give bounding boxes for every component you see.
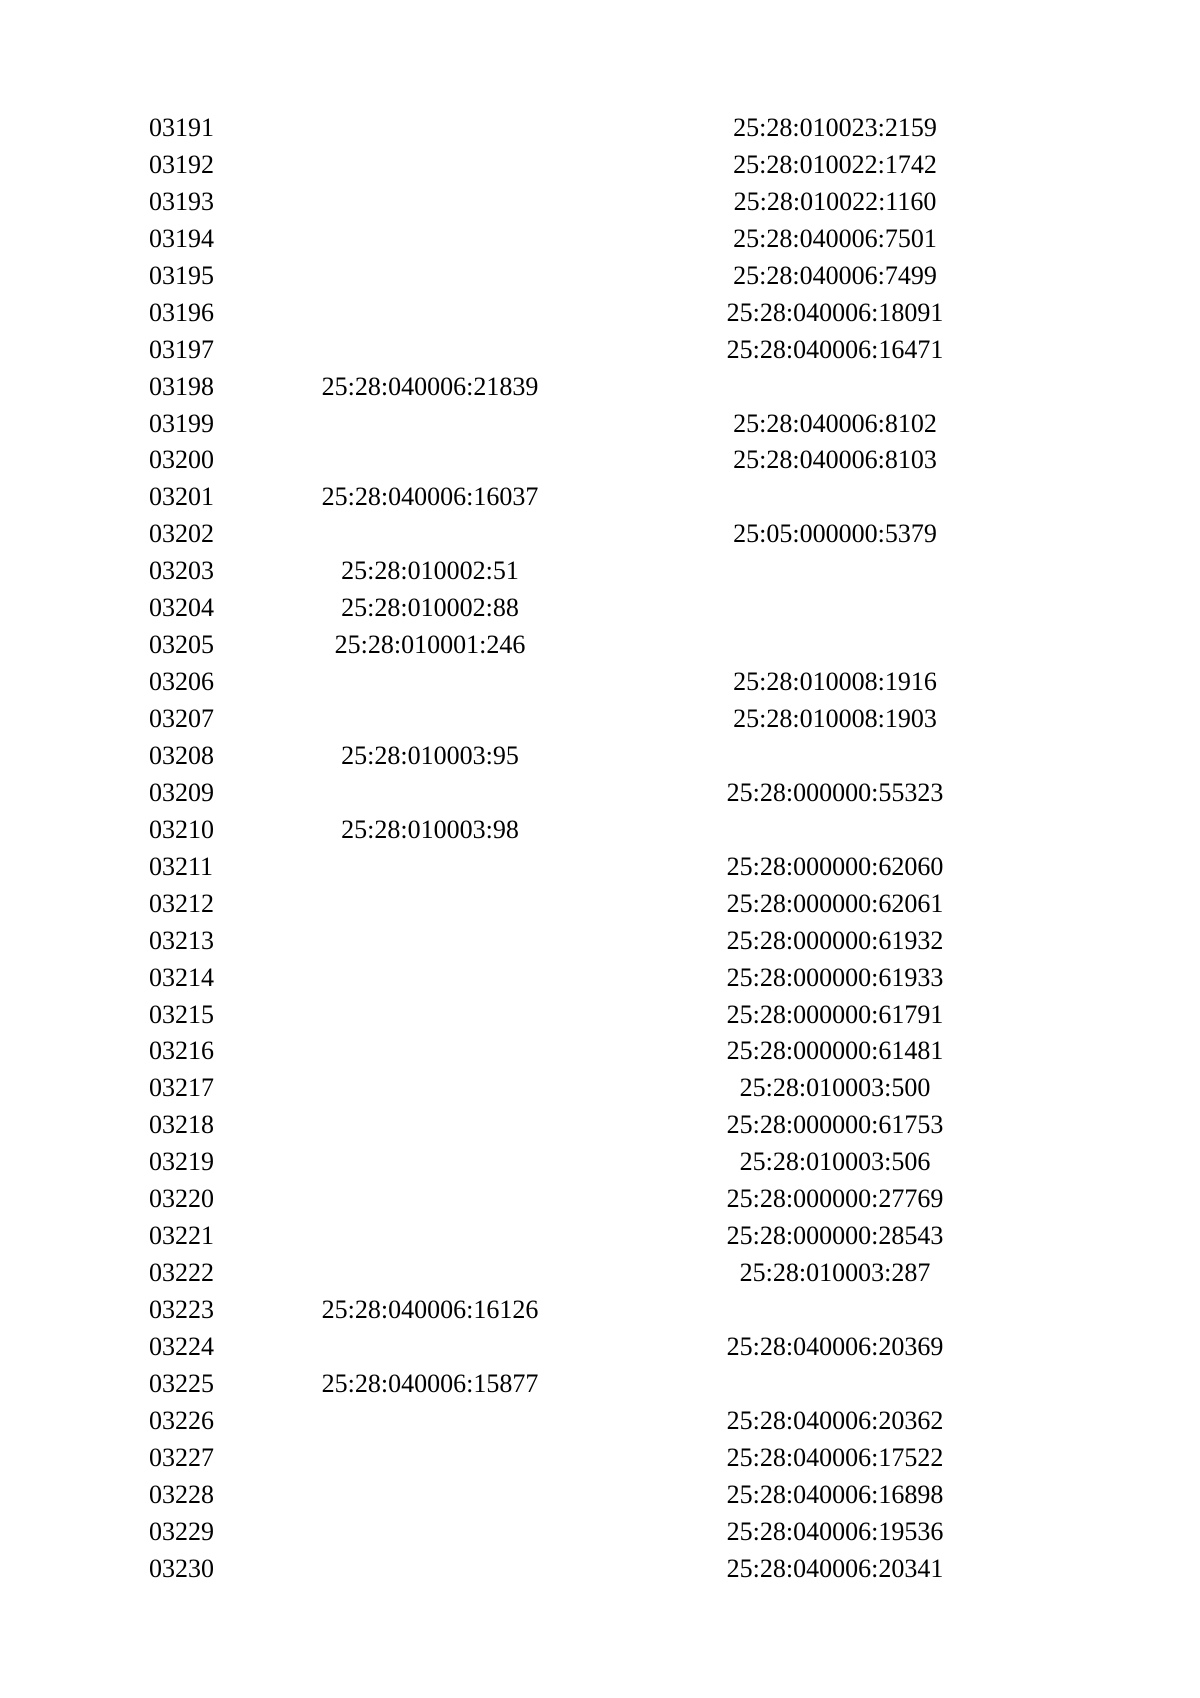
table-row [0,1440,1200,1477]
row-number: 03203 [149,556,214,586]
cadastral-number-left: 25:28:010002:88 [341,593,519,623]
table-row [0,553,1200,590]
row-number: 03222 [149,1258,214,1288]
row-number: 03200 [149,445,214,475]
row-number: 03220 [149,1184,214,1214]
table-row [0,664,1200,701]
table-row [0,1070,1200,1107]
cadastral-number-right: 25:05:000000:5379 [733,519,937,549]
row-number: 03218 [149,1110,214,1140]
table-row [0,1477,1200,1514]
cadastral-number-right: 25:28:040006:7501 [733,223,937,253]
table-row [0,1403,1200,1440]
row-number: 03198 [149,371,214,401]
table-row [0,812,1200,849]
cadastral-number-left: 25:28:040006:15877 [321,1368,539,1398]
cadastral-number-right: 25:28:000000:61933 [726,962,944,992]
table-row [0,1107,1200,1144]
table-row [0,221,1200,258]
row-number: 03225 [149,1368,214,1398]
table-row [0,1255,1200,1292]
table-row [0,1181,1200,1218]
cadastral-number-right: 25:28:040006:16471 [726,334,944,364]
row-number: 03230 [149,1553,214,1583]
row-number: 03227 [149,1442,214,1472]
table-row [0,1366,1200,1403]
cadastral-number-right: 25:28:000000:62061 [726,888,944,918]
cadastral-number-left: 25:28:040006:16126 [321,1295,539,1324]
cadastral-number-right: 25:28:000000:61932 [726,925,944,955]
table-row [0,406,1200,443]
row-number: 03216 [149,1036,214,1066]
cadastral-number-right: 25:28:040006:19536 [726,1516,944,1546]
row-number: 03229 [149,1516,214,1546]
table-row [0,1218,1200,1255]
cadastral-number-left: 25:28:040006:16037 [321,482,539,512]
row-number: 03193 [149,186,214,216]
row-number: 03196 [149,297,214,327]
table-row [0,1144,1200,1181]
row-number: 03207 [149,704,214,733]
table-row [0,849,1200,886]
row-number: 03214 [149,962,214,992]
row-number: 03197 [149,334,214,364]
row-number: 03217 [149,1073,214,1103]
row-number: 03209 [149,777,214,807]
row-number: 03219 [149,1147,214,1177]
table-row [0,442,1200,479]
cadastral-number-right: 25:28:010003:287 [739,1258,931,1288]
row-number: 03212 [149,888,214,918]
cadastral-number-right: 25:28:010003:500 [739,1073,931,1103]
row-number: 03208 [149,740,214,770]
table-row [0,110,1200,147]
row-number: 03228 [149,1479,214,1509]
cadastral-number-left: 25:28:040006:21839 [321,371,539,401]
cadastral-number-left: 25:28:010001:246 [334,630,526,660]
cadastral-number-right: 25:28:000000:28543 [726,1221,944,1251]
cadastral-number-right: 25:28:010022:1742 [733,149,937,179]
cadastral-number-right: 25:28:010003:506 [739,1147,931,1177]
table-row [0,184,1200,221]
table-row [0,886,1200,923]
table-row [0,516,1200,553]
table-row [0,332,1200,369]
row-number: 03204 [149,593,214,623]
table-row [0,627,1200,664]
cadastral-number-right: 25:28:040006:18091 [726,297,944,327]
cadastral-number-right: 25:28:040006:20369 [726,1331,944,1361]
row-number: 03223 [149,1295,214,1324]
cadastral-number-left: 25:28:010002:51 [341,556,519,586]
row-number: 03211 [149,851,214,881]
cadastral-number-right: 25:28:000000:55323 [726,777,944,807]
row-number: 03195 [149,260,214,290]
table-row [0,1551,1200,1588]
cadastral-number-table [0,110,1200,1588]
row-number: 03215 [149,999,214,1029]
cadastral-number-left: 25:28:010003:95 [341,740,519,770]
row-number: 03210 [149,814,214,844]
cadastral-number-right: 25:28:000000:27769 [726,1184,944,1214]
table-row [0,147,1200,184]
table-row [0,738,1200,775]
cadastral-number-right: 25:28:000000:61791 [726,999,944,1029]
row-number: 03205 [149,630,214,660]
cadastral-number-right: 25:28:040006:8102 [733,408,937,438]
table-row [0,369,1200,406]
table-row [0,960,1200,997]
table-row [0,701,1200,738]
cadastral-number-right: 25:28:000000:62060 [726,851,944,881]
row-number: 03194 [149,223,214,253]
table-row [0,1292,1200,1329]
row-number: 03221 [149,1221,214,1251]
table-row [0,295,1200,332]
table-row [0,923,1200,960]
table-row [0,479,1200,516]
row-number: 03191 [149,113,214,142]
cadastral-number-right: 25:28:040006:7499 [733,260,937,290]
cadastral-number-right: 25:28:010008:1903 [733,704,937,733]
row-number: 03202 [149,519,214,549]
cadastral-number-right: 25:28:040006:16898 [726,1479,944,1509]
row-number: 03199 [149,408,214,438]
table-row [0,258,1200,295]
row-number: 03192 [149,149,214,179]
row-number: 03206 [149,667,214,697]
row-number: 03224 [149,1331,214,1361]
cadastral-number-right: 25:28:040006:8103 [733,445,937,475]
table-row [0,775,1200,812]
table-row [0,1033,1200,1070]
table-row [0,590,1200,627]
cadastral-number-right: 25:28:040006:20362 [726,1405,944,1435]
row-number: 03226 [149,1405,214,1435]
cadastral-number-right: 25:28:010008:1916 [733,667,937,697]
cadastral-number-right: 25:28:010022:1160 [733,186,937,216]
cadastral-number-right: 25:28:040006:17522 [726,1442,944,1472]
row-number: 03201 [149,482,214,512]
cadastral-number-right: 25:28:000000:61481 [726,1036,944,1066]
cadastral-number-right: 25:28:010023:2159 [733,113,937,142]
table-row [0,997,1200,1034]
table-row [0,1514,1200,1551]
cadastral-number-left: 25:28:010003:98 [341,814,519,844]
cadastral-number-right: 25:28:000000:61753 [726,1110,944,1140]
row-number: 03213 [149,925,214,955]
cadastral-number-right: 25:28:040006:20341 [726,1553,944,1583]
table-row [0,1329,1200,1366]
